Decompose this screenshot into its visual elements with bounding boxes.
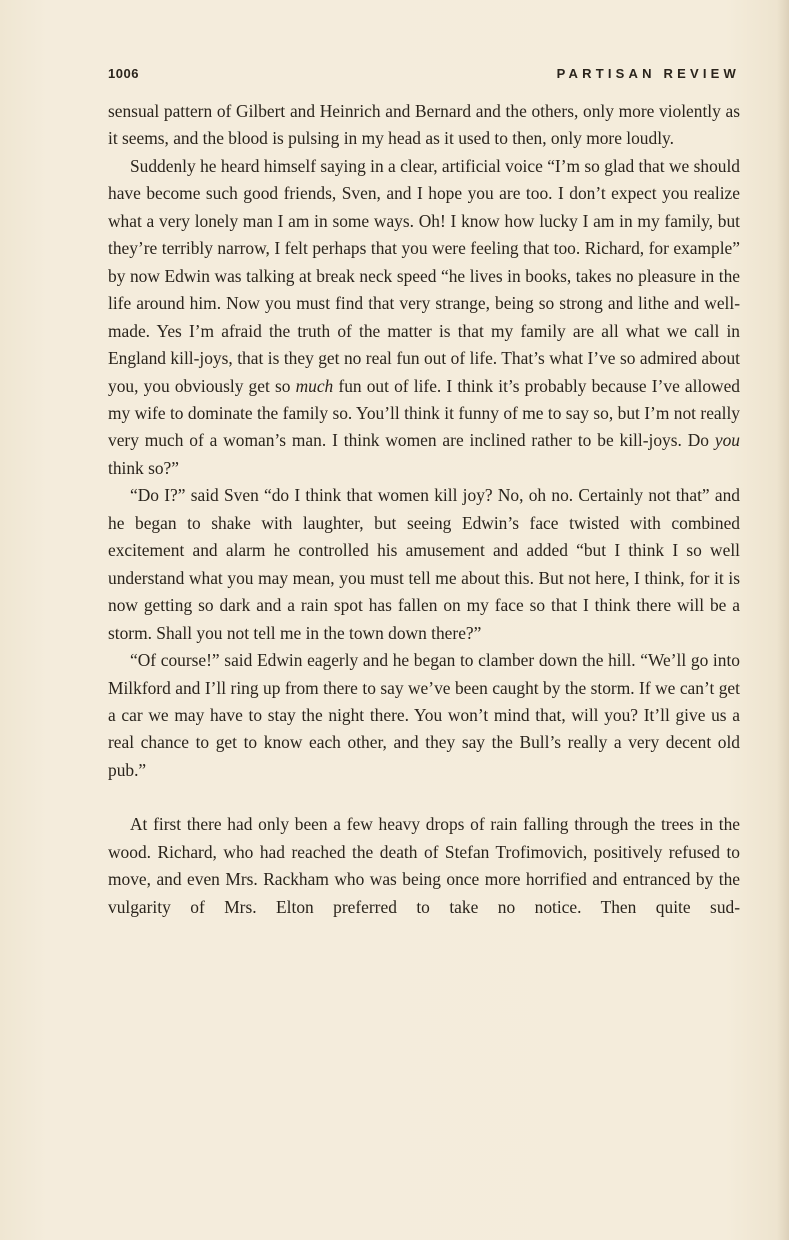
paragraph-1: sensual pattern of Gilbert and Heinrich and Bernard and the others, only more violently as it seems, and the blood is pulsing in my head as it used to then, only more loudly.	[108, 101, 740, 149]
paragraph-2-part-a: Suddenly he heard himself saying in a clear, artificial voice “I’m so glad that we should have become such good friends, Sven, and I hope you are too. I don’t expect you realize what a very lonely man I am in some ways. Oh! I know how lucky I am in my family, but they’re terribly narrow, I felt perhaps that you were feeling that too. Richard, for example” by now Edwin was talking at break neck speed “he lives in books, takes no pleasure in the life around him. Now you must find that very strange, being so strong and lithe and well-made. Yes I’m afraid the truth of the matter is that my family are all what we call in England kill-joys, that is they get no real fun out of life. That’s what I’ve so admired about you, you obviously get so	[108, 155, 740, 396]
page-number: 1006	[108, 66, 139, 81]
emphasis-much: much	[295, 375, 334, 396]
emphasis-you: you	[714, 430, 740, 451]
paragraph-4: “Of course!” said Edwin eagerly and he began to clamber down the hill. “We’ll go into Milkford and I’ll ring up from there to say we’ve been caught by the storm. If we can’t get a car we may have to stay the night there. You won’t mind that, will you? It’ll give us a real chance to get to know each other, and they say the Bull’s really a very decent old pub.”	[108, 650, 740, 780]
paragraph-2	[108, 153, 740, 482]
paragraph-2-part-b: fun out of life. I think it’s probably because I’ve allowed my wife to dominate the family so. You’ll think it funny of me to say so, but I’m not really very much of a woman’s man. I think women are inclined rather to be kill-joys. Do	[108, 375, 740, 451]
paragraph-2-part-c: think so?”	[108, 457, 179, 478]
paragraph-5: At first there had only been a few heavy drops of rain falling through the trees in the wood. Richard, who had reached the death of Stefan Trofimovich, positively refused to move, and even Mrs. Rackham who was being once more horrified and entranced by the vulgarity of Mrs. Elton preferred to take no notice. Then quite sud-	[108, 814, 740, 917]
running-head: PARTISAN REVIEW	[556, 66, 740, 81]
page-header	[108, 66, 740, 86]
paragraph-3: “Do I?” said Sven “do I think that women kill joy? No, oh no. Certainly not that” and he began to shake with laughter, but seeing Edwin’s face twisted with combined excitement and alarm he controlled his amusement and added “but I think I so well understand what you may mean, you must tell me about this. But not here, I think, for it is now getting so dark and a rain spot has fallen on my face so that I think there will be a storm. Shall you not tell me in the town down there?”	[108, 485, 740, 643]
body-text	[108, 98, 740, 921]
page-edge-shadow	[777, 0, 789, 1240]
